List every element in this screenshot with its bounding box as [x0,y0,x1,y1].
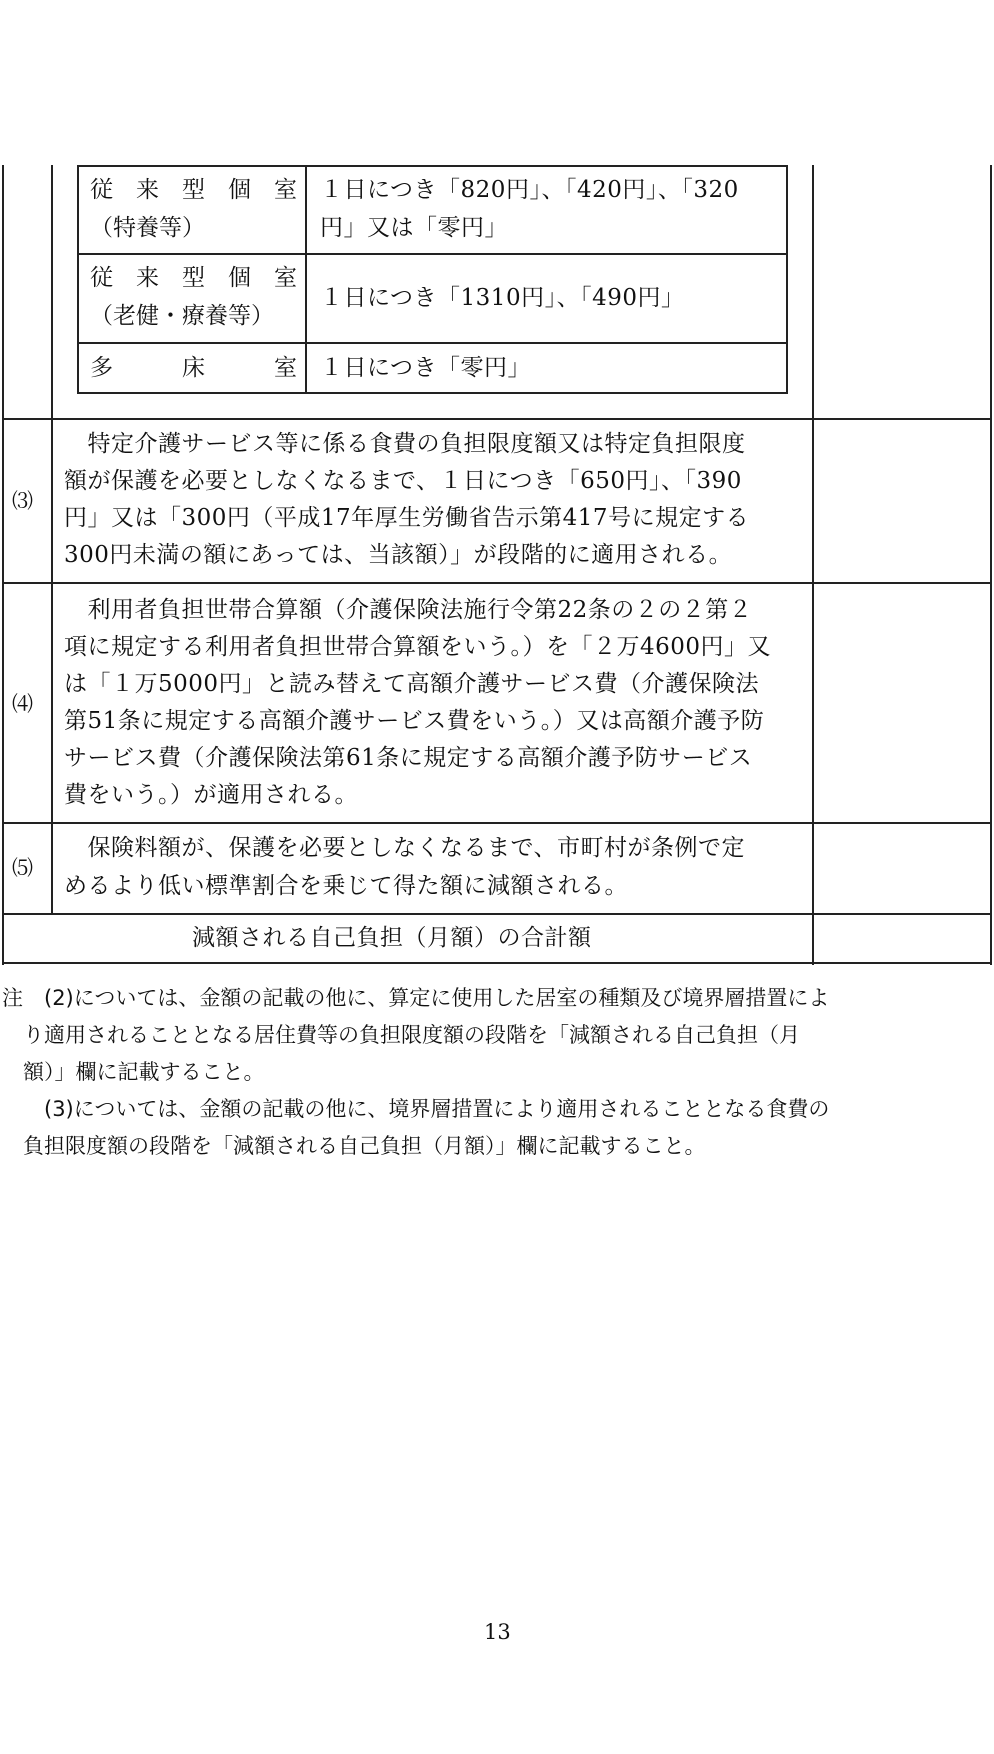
item-text: 項に規定する利用者負担世帯合算額をいう。）を「２万4600円」又 [64,634,772,660]
item-number: ⑶ [12,489,33,513]
item-text: 300円未満の額にあっては、当該額）」が段階的に適用される。 [64,542,733,568]
room-cost-text: １日につき「820円」、「420円」、「320 [320,177,739,203]
room-cost-text: １日につき「1310円」、「490円」 [320,285,685,311]
item-number: ⑷ [12,692,33,716]
item-text: 円」又は「300円（平成17年厚生労働省告示第417号に規定する [64,505,750,531]
table-border-left [2,165,4,965]
item-text: めるより低い標準割合を乗じて得た額に減額される。 [64,873,628,899]
note-line: 注 (2)については、金額の記載の他に、算定に使用した居室の種類及び境界層措置によ [2,986,830,1010]
item-text: 第51条に規定する高額介護サービス費をいう。）又は高額介護予防 [64,708,765,734]
note-line: (3)については、金額の記載の他に、境界層措置により適用されることとなる食費の [2,1097,830,1121]
room-cost-text: 円」又は「零円」 [320,215,508,241]
room-type-sublabel: （特養等） [90,215,205,241]
total-label: 減額される自己負担（月額）の合計額 [192,925,592,951]
item-number: ⑸ [12,856,33,880]
subtable-border-bottom [77,392,788,394]
subtable-border-right [786,165,788,393]
note-line: り適用されることとなる居住費等の負担限度額の段階を「減額される自己負担（月 [2,1023,800,1047]
room-type-label: 従 来 型 個 室 [90,177,297,203]
table-border-bottom [2,962,992,964]
item-text: 特定介護サービス等に係る食費の負担限度額又は特定負担限度 [64,431,746,457]
subtable-row-separator [77,253,788,255]
item-text: 利用者負担世帯合算額（介護保険法施行令第22条の２の２第２ [64,597,753,623]
item-text: 保険料額が、保護を必要としなくなるまで、市町村が条例で定 [64,835,746,861]
row-separator [2,582,992,584]
item-text: 額が保護を必要としなくなるまで、１日につき「650円」、「390 [64,468,742,494]
note-line: 額）」欄に記載すること。 [2,1060,265,1084]
room-type-label: 多 床 室 [90,355,297,381]
subtable-row-separator [77,342,788,344]
item-text: は「１万5000円」と読み替えて高額介護サービス費（介護保険法 [64,671,760,697]
item-text: サービス費（介護保険法第61条に規定する高額介護予防サービス [64,745,753,771]
room-type-sublabel: （老健・療養等） [90,303,274,329]
room-type-label: 従 来 型 個 室 [90,265,297,291]
row-separator [2,822,992,824]
table-border-mid-right [812,165,814,965]
table-border-inner-left [51,165,53,915]
subtable-border-mid [305,165,307,393]
subtable-border-top [77,165,788,167]
page-number: 13 [484,1620,511,1644]
item-text: 費をいう。）が適用される。 [64,782,358,808]
table-border-right [990,165,992,965]
row-separator [2,913,992,915]
note-line: 負担限度額の段階を「減額される自己負担（月額）」欄に記載すること。 [2,1134,706,1158]
room-cost-text: １日につき「零円」 [320,355,532,381]
subtable-border-left [77,165,79,393]
row-separator [2,418,992,420]
